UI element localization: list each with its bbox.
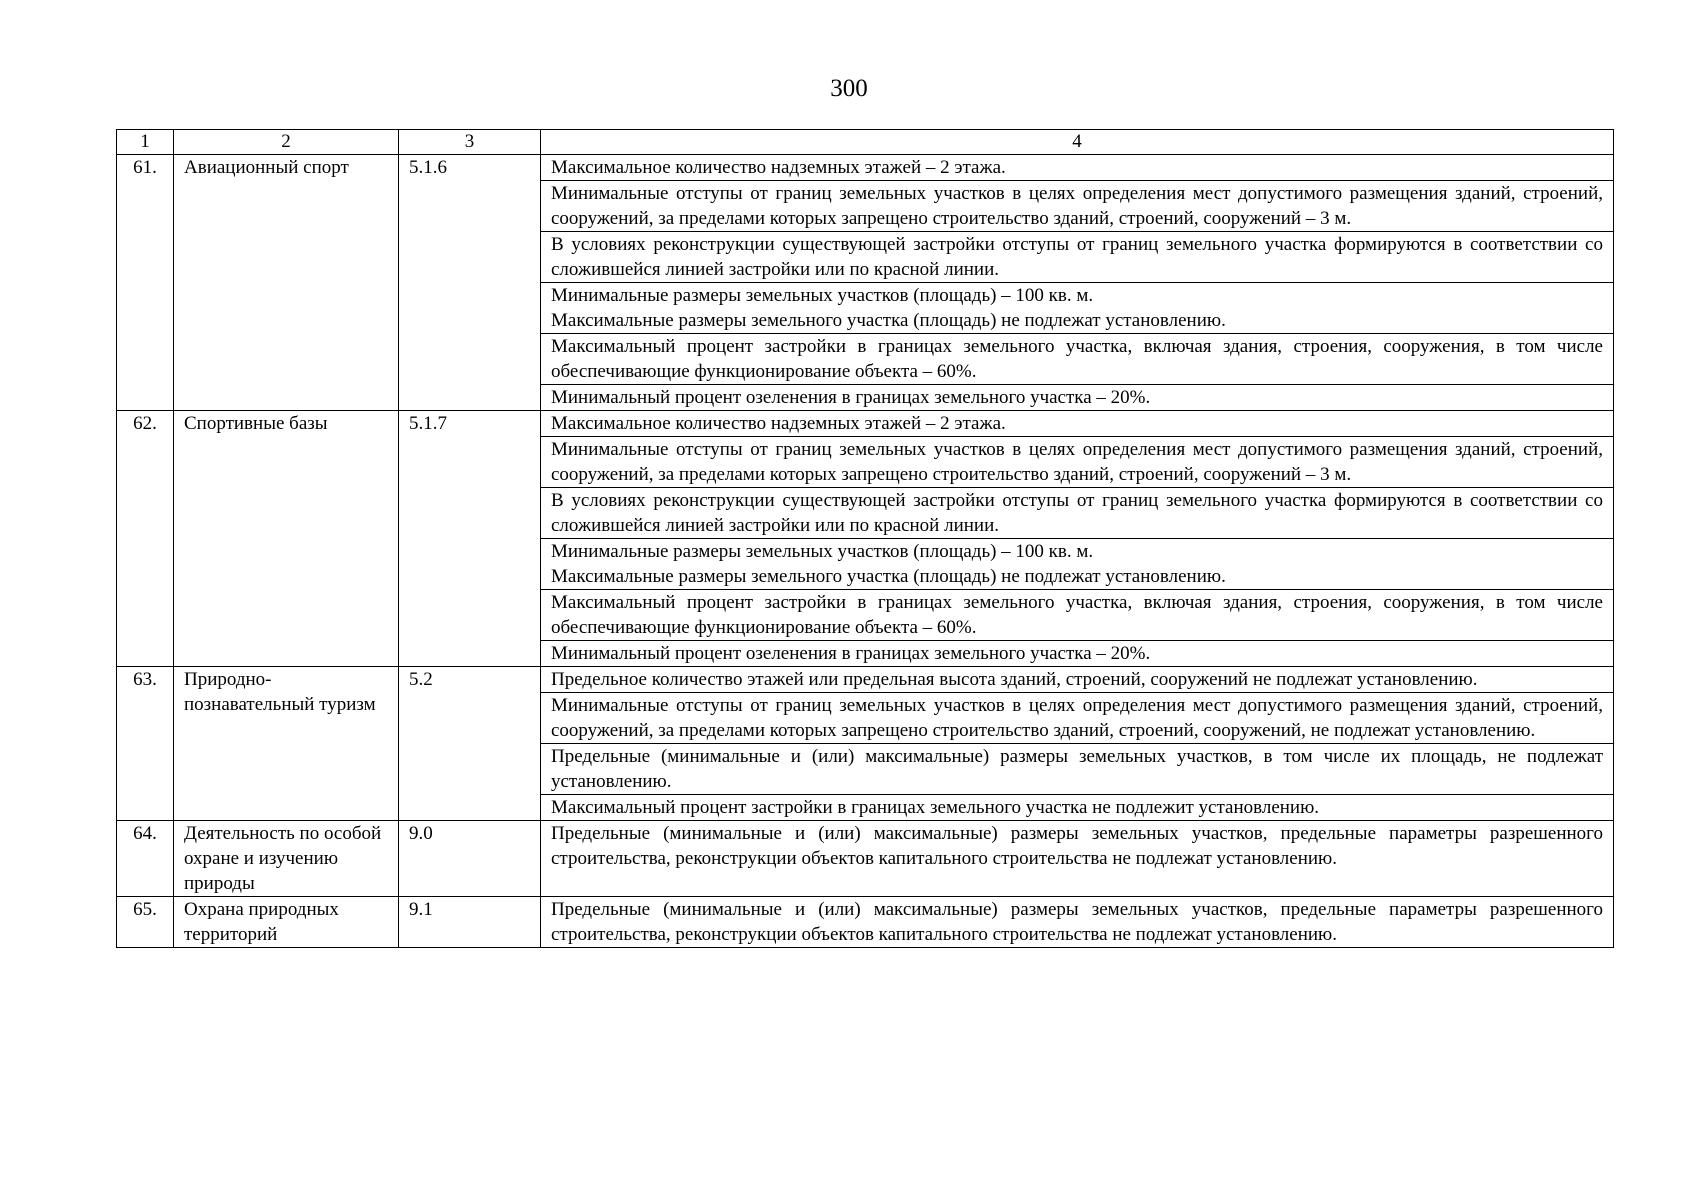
parameter-cell [541,181,1614,232]
header-row [117,130,1614,155]
row-name: Спортивные базы [174,411,399,667]
parameter-text: Максимальный процент застройки в границах земельного участка, включая здания, строения, сооружения, в том числе обеспечивающие функционирование объекта – 60%. [551,336,1603,382]
parameter-text: Минимальный процент озеленения в границах земельного участка – 20%. [551,387,1151,408]
table-row [117,411,1614,437]
parameter-cell [541,641,1614,667]
row-code: 5.1.6 [399,155,541,411]
parameter-text: В условиях реконструкции существующей застройки отступы от границ земельного участка формируются в соответствии со сложившейся линией застройки или по красной линии. [551,234,1603,280]
parameter-cell [541,744,1614,795]
parameter-cell [541,411,1614,437]
parameter-cell [541,232,1614,283]
row-number: 62. [117,411,174,667]
row-code: 5.1.7 [399,411,541,667]
parameter-text: Максимальное количество надземных этажей – 2 этажа. [551,413,1006,434]
parameter-text: Минимальные размеры земельных участков (площадь) – 100 кв. м. [551,541,1094,562]
parameter-cell [541,437,1614,488]
page-number: 300 [830,75,868,102]
parameter-cell [541,821,1614,897]
parameter-text: Минимальные отступы от границ земельных участков в целях определения мест допустимого размещения зданий, строений, сооружений, за пределами которых запрещено строительство зданий, строений, сооружений, не подлежат установлению. [551,695,1603,741]
row-code: 5.2 [399,667,541,821]
row-number: 64. [117,821,174,897]
header-cell-1: 1 [117,130,174,155]
table-row [117,897,1614,948]
table-row [117,821,1614,897]
parameter-cell [541,539,1614,590]
row-code: 9.0 [399,821,541,897]
table-row [117,155,1614,181]
parameter-text: Максимальный процент застройки в границах земельного участка, включая здания, строения, сооружения, в том числе обеспечивающие функционирование объекта – 60%. [551,592,1603,638]
parameter-text: Предельное количество этажей или предельная высота зданий, строений, сооружений не подлежат установлению. [551,669,1478,690]
parameter-text: Минимальные отступы от границ земельных участков в целях определения мест допустимого размещения зданий, строений, сооружений, за пределами которых запрещено строительство зданий, строений, сооружений – 3 м. [551,439,1603,485]
parameter-cell [541,897,1614,948]
parameter-text: Предельные (минимальные и (или) максимальные) размеры земельных участков, предельные параметры разрешенного строительства, реконструкции объектов капитального строительства не подлежат установлению. [551,899,1603,945]
row-name: Авиационный спорт [174,155,399,411]
row-name: Охрана природных территорий [174,897,399,948]
row-name: Деятельность по особой охране и изучению природы [174,821,399,897]
parameter-text: Минимальные отступы от границ земельных участков в целях определения мест допустимого размещения зданий, строений, сооружений, за пределами которых запрещено строительство зданий, строений, сооружений – 3 м. [551,183,1603,229]
parameter-cell [541,693,1614,744]
parameter-text: Максимальное количество надземных этажей – 2 этажа. [551,157,1006,178]
parameter-cell [541,334,1614,385]
row-number: 63. [117,667,174,821]
parameter-text: Минимальный процент озеленения в границах земельного участка – 20%. [551,643,1151,664]
parameter-cell [541,488,1614,539]
row-number: 65. [117,897,174,948]
header-cell-2: 2 [174,130,399,155]
row-code: 9.1 [399,897,541,948]
parameter-cell [541,795,1614,821]
parameter-text: Максимальные размеры земельного участка (площадь) не подлежат установлению. [551,310,1226,331]
header-cell-3: 3 [399,130,541,155]
parameter-cell [541,155,1614,181]
regulations-table [116,129,1614,948]
parameter-text: Предельные (минимальные и (или) максимальные) размеры земельных участков, предельные параметры разрешенного строительства, реконструкции объектов капитального строительства не подлежат установлению. [551,823,1603,869]
parameter-cell [541,667,1614,693]
parameter-cell [541,283,1614,334]
parameter-text: Предельные (минимальные и (или) максимальные) размеры земельных участков, в том числе их площадь, не подлежат установлению. [551,746,1603,792]
table-row [117,667,1614,693]
parameter-text: Минимальные размеры земельных участков (площадь) – 100 кв. м. [551,285,1094,306]
parameter-cell [541,590,1614,641]
row-number: 61. [117,155,174,411]
header-cell-4: 4 [541,130,1614,155]
table-body [117,130,1614,948]
parameter-text: Максимальные размеры земельного участка (площадь) не подлежат установлению. [551,566,1226,587]
parameter-text: В условиях реконструкции существующей застройки отступы от границ земельного участка формируются в соответствии со сложившейся линией застройки или по красной линии. [551,490,1603,536]
row-name: Природно-познавательный туризм [174,667,399,821]
parameter-cell [541,385,1614,411]
parameter-text: Максимальный процент застройки в границах земельного участка не подлежит установлению. [551,797,1320,818]
